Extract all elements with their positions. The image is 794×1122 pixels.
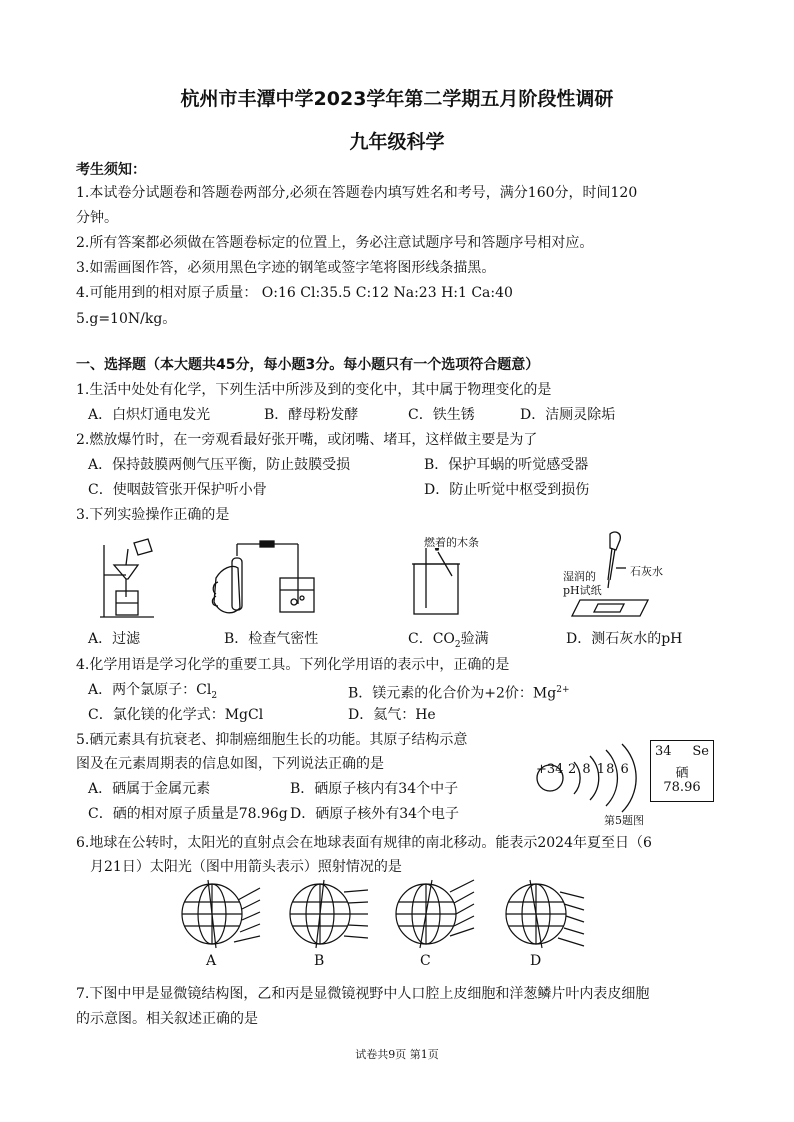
notice-heading: 考生须知：	[76, 162, 146, 178]
filtration-diagram	[92, 535, 162, 621]
atomic-mass: 78.96	[663, 780, 701, 795]
globe-label-c: C	[420, 953, 431, 969]
q1-stem: 1.生活中处处有化学，下列生活中所涉及到的变化中，其中属于物理变化的是	[76, 382, 552, 398]
q5-option-c: C．硒的相对原子质量是78.96g	[88, 806, 288, 822]
section-heading: 一、选择题（本大题共45分，每小题3分。每小题只有一个选项符合题意）	[76, 357, 540, 373]
ph-paper-label-1: 湿润的	[563, 570, 596, 583]
globe-c-diagram	[392, 876, 476, 950]
globe-d-diagram	[502, 876, 586, 950]
q2-option-c: C．使咽鼓管张开保护听小骨	[88, 482, 267, 498]
q2-option-d: D．防止听觉中枢受到损伤	[424, 482, 590, 498]
co2-full-check-diagram	[408, 548, 468, 618]
q3-option-a: A．过滤	[88, 631, 141, 647]
q5-stem-1: 5.硒元素具有抗衰老、抑制癌细胞生长的功能。其原子结构示意	[76, 732, 468, 748]
q6-stem-2: 月21日）太阳光（图中用箭头表示）照射情况的是	[90, 859, 402, 875]
q5-stem-2: 图及在元素周期表的信息如图，下列说法正确的是	[76, 756, 384, 772]
page-footer: 试卷共9页 第1页	[355, 1048, 439, 1061]
burning-stick-label: 燃着的木条	[424, 536, 479, 549]
q1-option-c: C．铁生锈	[408, 407, 475, 423]
atom-nucleus-label: +34	[536, 762, 564, 777]
globe-label-d: D	[530, 953, 542, 969]
notice-line-5: 5.g=10N/kg。	[76, 311, 177, 327]
q3-option-b: B．检查气密性	[224, 631, 319, 647]
q3-option-c: C．$CO_2$验满	[408, 631, 489, 650]
atomic-number: 34	[655, 744, 672, 759]
q1-option-b: B．酵母粉发酵	[264, 407, 359, 423]
element-name: 硒	[675, 766, 689, 781]
q3-stem: 3.下列实验操作正确的是	[76, 507, 230, 523]
q1-option-d: D．洁厕灵除垢	[520, 407, 616, 423]
q5-option-b: B．硒原子核内有34个中子	[290, 781, 459, 797]
q4-option-c: C．氯化镁的化学式：MgCl	[88, 707, 264, 723]
periodic-table-cell	[650, 740, 714, 802]
q4-stem: 4.化学用语是学习化学的重要工具。下列化学用语的表示中，正确的是	[76, 657, 510, 673]
q4-option-b: B．镁元素的化合价为+2价：$Mg^{2+}$	[348, 685, 570, 702]
exam-subtitle: 九年级科学	[349, 131, 445, 153]
q6-stem-1: 6.地球在公转时，太阳光的直射点会在地球表面有规律的南北移动。能表示2024年夏至日（6	[76, 835, 652, 851]
notice-line-2: 2.所有答案都必须做在答题卷标定的位置上，务必注意试题序号和答题序号相对应。	[76, 235, 594, 251]
q2-stem: 2.燃放爆竹时，在一旁观看最好张开嘴，或闭嘴、堵耳，这样做主要是为了	[76, 432, 538, 448]
figure-5-caption: 第5题图	[604, 814, 644, 827]
globe-label-b: B	[314, 953, 325, 969]
q2-option-b: B．保护耳蜗的听觉感受器	[424, 457, 589, 473]
q5-option-a: A．硒属于金属元素	[88, 781, 211, 797]
globe-label-a: A	[206, 953, 217, 969]
q5-option-d: D．硒原子核外有34个电子	[290, 806, 460, 822]
q4-option-d: D．氦气：He	[348, 707, 436, 723]
limewater-label: 石灰水	[630, 565, 663, 578]
ph-paper-label-2: pH试纸	[563, 584, 602, 597]
q4-option-a: A．两个氯原子：$Cl_2$	[88, 682, 218, 701]
globe-b-diagram	[286, 878, 370, 950]
airtightness-diagram	[208, 538, 323, 620]
element-symbol: Se	[692, 744, 709, 759]
q3-option-d: D．测石灰水的pH	[566, 631, 683, 647]
notice-line-1b: 分钟。	[76, 210, 118, 226]
notice-line-1: 1.本试卷分试题卷和答题卷两部分,必须在答题卷内填写姓名和考号，满分160分，时间120	[76, 185, 638, 201]
q2-option-a: A．保持鼓膜两侧气压平衡，防止鼓膜受损	[88, 457, 351, 473]
notice-line-3: 3.如需画图作答，必须用黑色字迹的钢笔或签字笔将图形线条描黑。	[76, 260, 496, 276]
q7-stem-1: 7.下图中甲是显微镜结构图，乙和丙是显微镜视野中人口腔上皮细胞和洋葱鳞片叶内表皮细胞	[76, 986, 650, 1002]
exam-title: 杭州市丰潭中学2023学年第二学期五月阶段性调研	[180, 88, 614, 110]
globe-a-diagram	[178, 878, 262, 950]
atom-shells-label: 2 8 18 6	[568, 762, 630, 777]
notice-line-4: 4.可能用到的相对原子质量： O:16 Cl:35.5 C:12 Na:23 H:1 Ca:40	[76, 285, 513, 301]
q7-stem-2: 的示意图。相关叙述正确的是	[76, 1011, 258, 1027]
q1-option-a: A．白炽灯通电发光	[88, 407, 211, 423]
